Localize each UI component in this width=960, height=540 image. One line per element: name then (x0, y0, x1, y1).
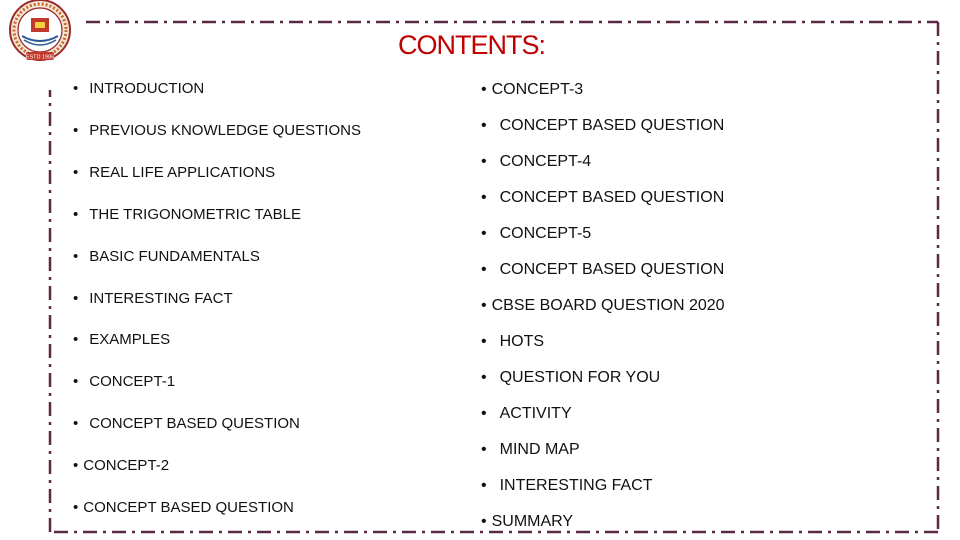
bullet-icon: • (73, 290, 79, 307)
contents-item-label: INTERESTING FACT (89, 290, 233, 307)
bullet-icon: • (481, 441, 487, 458)
contents-item-label: CONCEPT BASED QUESTION (89, 415, 300, 432)
contents-item (73, 206, 301, 223)
bullet-icon: • (481, 297, 487, 314)
contents-item (481, 81, 583, 99)
contents-item (481, 477, 653, 495)
contents-item-label: HOTS (499, 333, 545, 350)
bullet-icon: • (73, 415, 79, 432)
contents-item (481, 117, 724, 135)
contents-item-label: REAL LIFE APPLICATIONS (89, 164, 276, 181)
contents-item-label: CONCEPT-1 (89, 373, 176, 390)
bullet-icon: • (73, 331, 79, 348)
contents-item-label: CONCEPT-2 (83, 457, 170, 474)
bullet-icon: • (73, 122, 79, 139)
contents-item (481, 333, 544, 351)
logo-estd-text: ESTD 1986 (25, 54, 55, 61)
contents-item-label: BASIC FUNDAMENTALS (89, 248, 260, 265)
bullet-icon: • (73, 164, 79, 181)
contents-item (481, 405, 572, 423)
contents-item (481, 261, 724, 279)
contents-item (73, 122, 361, 139)
contents-item-label: THE TRIGONOMETRIC TABLE (89, 206, 301, 223)
contents-item-label: INTRODUCTION (89, 80, 205, 97)
contents-item (73, 499, 294, 516)
contents-item (481, 369, 660, 387)
bullet-icon: • (481, 117, 487, 134)
contents-item (73, 331, 170, 348)
contents-item (73, 373, 175, 390)
bullet-icon: • (481, 153, 487, 170)
contents-item-label: CONCEPT BASED QUESTION (83, 499, 294, 516)
contents-item-label: ACTIVITY (499, 405, 572, 422)
contents-item (481, 189, 724, 207)
contents-item (73, 248, 260, 265)
contents-item-label: CONCEPT BASED QUESTION (499, 117, 725, 134)
bullet-icon: • (73, 206, 79, 223)
contents-item-label: QUESTION FOR YOU (499, 369, 661, 386)
contents-item (481, 297, 725, 315)
bullet-icon: • (481, 405, 487, 422)
contents-item-label: EXAMPLES (89, 331, 171, 348)
bullet-icon: • (481, 513, 487, 530)
school-logo (0, 0, 80, 68)
contents-item-label: INTERESTING FACT (499, 477, 653, 494)
contents-item-label: SUMMARY (491, 513, 574, 530)
contents-item-label: CONCEPT BASED QUESTION (499, 189, 725, 206)
contents-item (73, 80, 204, 97)
contents-item-label: PREVIOUS KNOWLEDGE QUESTIONS (89, 122, 361, 139)
bullet-icon: • (481, 369, 487, 386)
contents-item-label: CONCEPT-5 (499, 225, 592, 242)
contents-item-label: MIND MAP (499, 441, 580, 458)
bullet-icon: • (481, 477, 487, 494)
contents-item (481, 153, 591, 171)
bullet-icon: • (73, 457, 79, 474)
bullet-icon: • (481, 333, 487, 350)
bullet-icon: • (73, 499, 79, 516)
bullet-icon: • (73, 80, 79, 97)
contents-item-label: CONCEPT BASED QUESTION (499, 261, 725, 278)
contents-item (481, 225, 591, 243)
bullet-icon: • (481, 225, 487, 242)
bullet-icon: • (73, 248, 79, 265)
bullet-icon: • (481, 261, 487, 278)
contents-item (73, 415, 300, 432)
contents-item (481, 513, 573, 531)
bullet-icon: • (481, 81, 487, 98)
contents-item (73, 164, 275, 181)
contents-item-label: CONCEPT-4 (499, 153, 592, 170)
bullet-icon: • (73, 373, 79, 390)
contents-item-label: CONCEPT-3 (491, 81, 584, 98)
contents-item (73, 290, 233, 307)
page-title: CONTENTS: (398, 30, 546, 60)
contents-item (481, 441, 580, 459)
bullet-icon: • (481, 189, 487, 206)
contents-item-label: CBSE BOARD QUESTION 2020 (491, 297, 725, 314)
contents-item (73, 457, 169, 474)
